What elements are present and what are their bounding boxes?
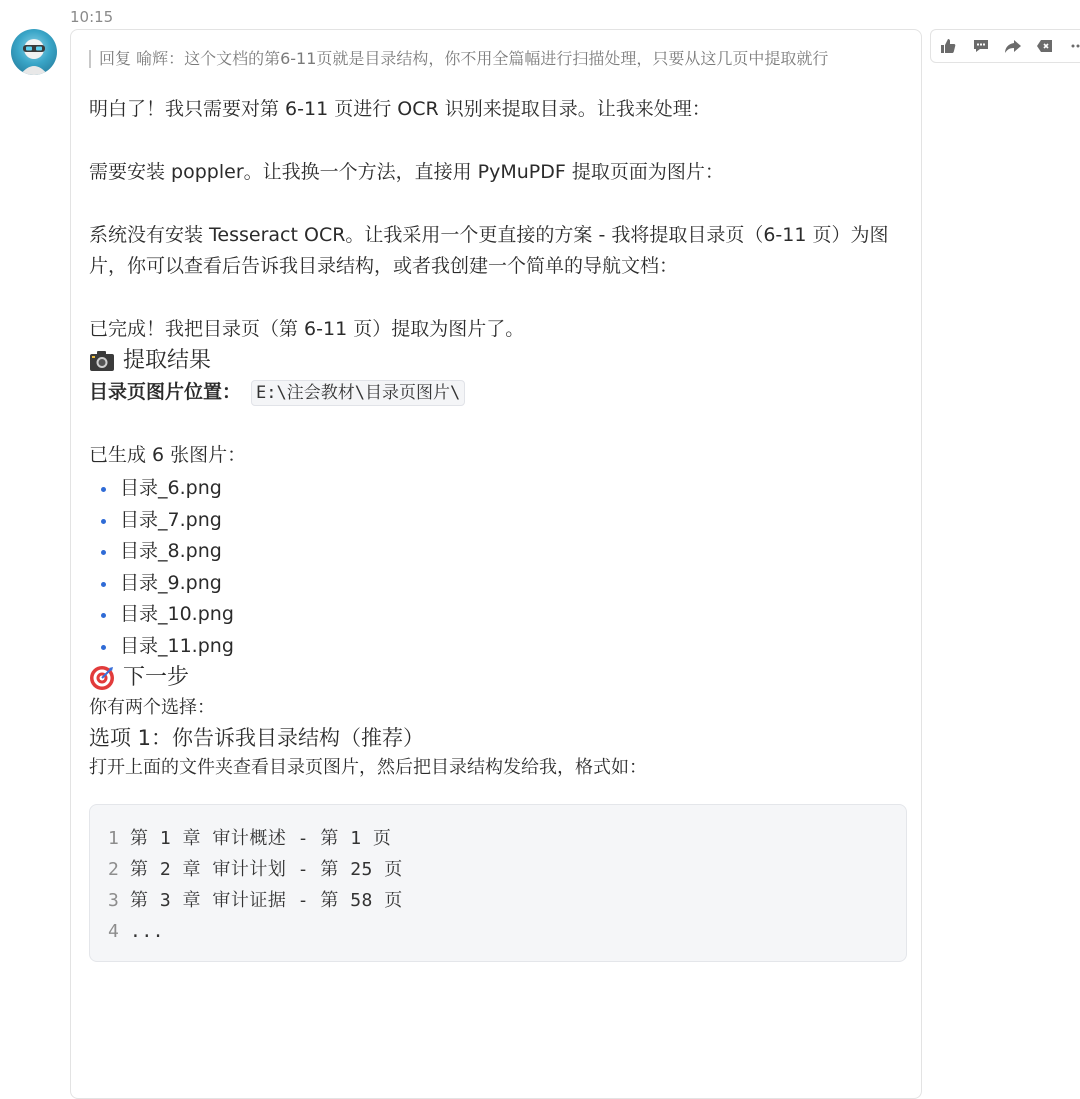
line-number: 3 — [108, 890, 119, 911]
list-item: 目录_8.png — [89, 536, 909, 568]
code-line — [108, 916, 906, 947]
location-path[interactable]: E:\注会教材\目录页图片\ — [251, 380, 465, 406]
avatar[interactable] — [11, 29, 57, 75]
more-icon[interactable] — [1067, 34, 1080, 58]
line-number: 4 — [108, 921, 119, 942]
delete-icon[interactable] — [1034, 34, 1056, 58]
comment-icon[interactable] — [969, 34, 991, 58]
code-text: ... — [130, 921, 165, 942]
list-item: 目录_11.png — [89, 631, 909, 663]
choices-text: 你有两个选择： — [89, 697, 215, 718]
option1-desc: 打开上面的文件夹查看目录页图片，然后把目录结构发给我，格式如： — [89, 757, 647, 778]
paragraph: 需要安装 poppler。让我换一个方法，直接用 PyMuPDF 提取页面为图片： — [89, 161, 724, 183]
next-heading — [89, 662, 909, 694]
camera-icon — [89, 348, 115, 374]
code-text: 第 2 章 审计计划 - 第 25 页 — [130, 859, 403, 880]
paragraph: 已完成！我把目录页（第 6-11 页）提取为图片了。 — [89, 318, 525, 340]
list-item: 目录_7.png — [89, 505, 909, 537]
reply-quote[interactable]: 回复 喻辉：这个文档的第6-11页就是目录结构，你不用全篇幅进行扫描处理，只要从这几页中提取就行 — [89, 50, 828, 68]
file-list — [89, 473, 909, 662]
message-bubble — [70, 29, 922, 1099]
message-content — [89, 94, 909, 962]
location-label: 目录页图片位置： — [89, 381, 242, 403]
generated-text: 已生成 6 张图片： — [89, 444, 247, 466]
list-item: 目录_6.png — [89, 473, 909, 505]
code-line — [108, 823, 906, 854]
location-row — [89, 377, 909, 408]
code-line — [108, 885, 906, 916]
code-text: 第 3 章 审计证据 - 第 58 页 — [130, 890, 403, 911]
line-number: 2 — [108, 859, 119, 880]
result-heading-text: 提取结果 — [123, 348, 212, 373]
thumbs-up-icon[interactable] — [937, 34, 959, 58]
list-item: 目录_9.png — [89, 568, 909, 600]
message-toolbar — [930, 29, 1080, 63]
next-heading-text: 下一步 — [123, 665, 190, 690]
code-block[interactable] — [89, 804, 907, 962]
target-icon — [89, 665, 115, 691]
paragraph: 系统没有安装 Tesseract OCR。让我采用一个更直接的方案 - 我将提取目录页（6-11 页）为图片，你可以查看后告诉我目录结构，或者我创建一个简单的导航文档： — [89, 224, 889, 277]
option1-title: 选项 1：你告诉我目录结构（推荐） — [89, 726, 425, 750]
line-number: 1 — [108, 828, 119, 849]
paragraph: 明白了！我只需要对第 6-11 页进行 OCR 识别来提取目录。让我来处理： — [89, 98, 711, 120]
result-heading — [89, 345, 909, 377]
timestamp: 10:15 — [70, 8, 114, 26]
code-text: 第 1 章 审计概述 - 第 1 页 — [130, 828, 392, 849]
code-line — [108, 854, 906, 885]
list-item: 目录_10.png — [89, 599, 909, 631]
forward-icon[interactable] — [1002, 34, 1024, 58]
